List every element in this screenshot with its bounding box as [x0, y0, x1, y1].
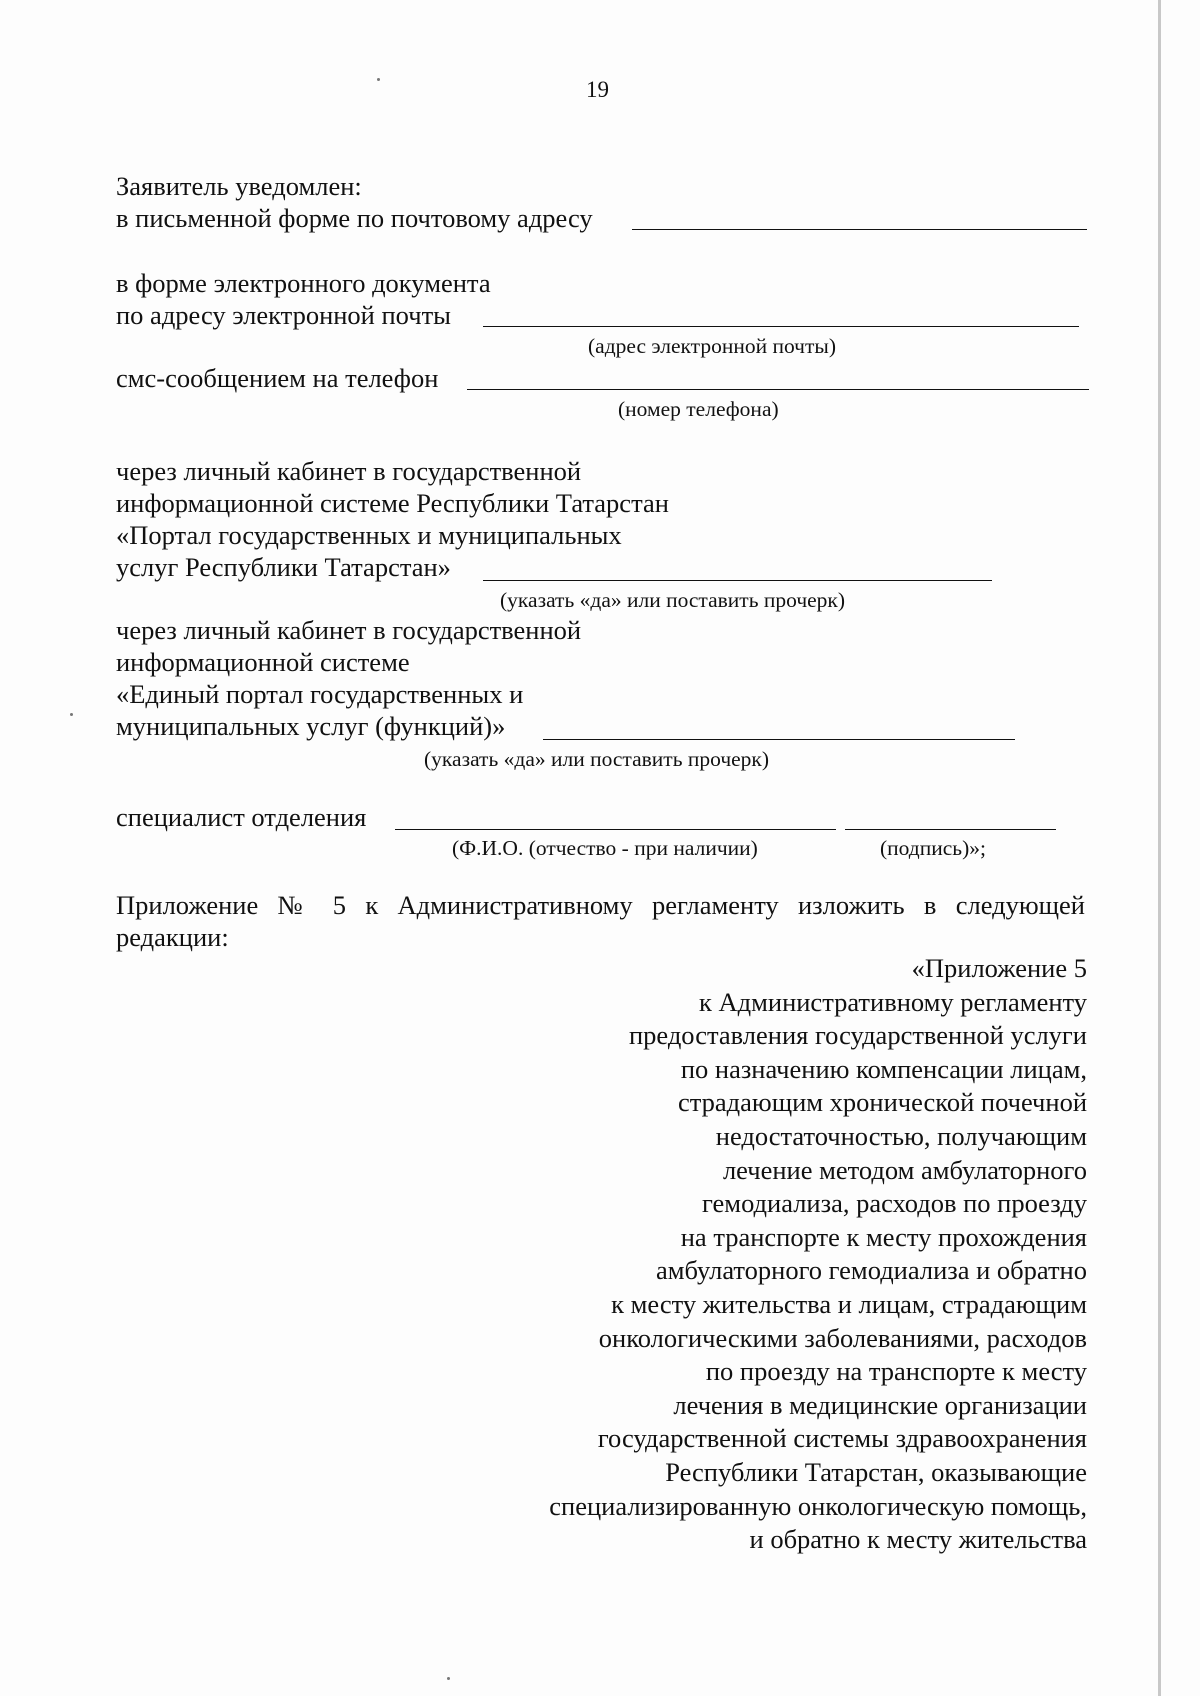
- scan-speck: [447, 1677, 450, 1680]
- appendix-line: к Административному регламенту: [699, 986, 1087, 1017]
- appendix-line: недостаточностью, получающим: [715, 1120, 1087, 1151]
- scan-speck: [377, 78, 380, 81]
- scan-edge: [1158, 0, 1161, 1696]
- appendix-line: страдающим хронической почечной: [677, 1087, 1087, 1118]
- appendix-line: по проезду на транспорте к месту: [705, 1356, 1087, 1387]
- amendment-paragraph: Приложение № 5 к Административному регламенту изложить в следующей редакции:: [116, 890, 1085, 952]
- specialist-fio-line[interactable]: [395, 829, 836, 830]
- scan-speck: [70, 713, 73, 716]
- appendix-line: и обратно к месту жительства: [749, 1524, 1087, 1555]
- appendix-header: [447, 952, 1087, 1557]
- email-label-line2: по адресу электронной почты: [116, 300, 451, 330]
- appendix-line: Республики Татарстан, оказывающие: [665, 1456, 1087, 1487]
- fio-caption: (Ф.И.О. (отчество - при наличии): [452, 836, 758, 860]
- page-number: 19: [586, 77, 609, 102]
- appendix-line: на транспорте к месту прохождения: [680, 1221, 1087, 1252]
- appendix-line: онкологическими заболеваниями, расходов: [598, 1322, 1087, 1353]
- appendix-line: «Приложение 5: [911, 953, 1087, 983]
- appendix-line: специализированную онкологическую помощь,: [549, 1490, 1087, 1521]
- notice-title: Заявитель уведомлен:: [116, 171, 362, 201]
- sms-label: смс-сообщением на телефон: [116, 363, 439, 393]
- epgu-line-3: «Единый портал государственных и: [116, 679, 524, 709]
- rt-portal-line-1: через личный кабинет в государственной: [116, 456, 582, 486]
- appendix-line: амбулаторного гемодиализа и обратно: [656, 1255, 1087, 1286]
- epgu-line-1: через личный кабинет в государственной: [116, 615, 582, 645]
- appendix-line: лечения в медицинские организации: [673, 1389, 1087, 1420]
- appendix-line: предоставления государственной услуги: [628, 1020, 1087, 1051]
- appendix-line: по назначению компенсации лицам,: [680, 1053, 1087, 1084]
- appendix-line: государственной системы здравоохранения: [597, 1423, 1087, 1454]
- phone-line[interactable]: [467, 389, 1089, 390]
- epgu-caption: (указать «да» или поставить прочерк): [424, 747, 770, 771]
- rt-portal-line-3: «Портал государственных и муниципальных: [116, 520, 622, 550]
- appendix-line: к месту жительства и лицам, страдающим: [611, 1288, 1087, 1319]
- epgu-line-2: информационной системе: [116, 647, 410, 677]
- rt-portal-answer-line[interactable]: [483, 580, 992, 581]
- rt-portal-line-2: информационной системе Республики Татарстан: [116, 488, 669, 518]
- specialist-signature-line[interactable]: [845, 829, 1056, 830]
- rt-portal-caption: (указать «да» или поставить прочерк): [500, 588, 846, 612]
- email-label-line1: в форме электронного документа: [116, 268, 491, 298]
- email-caption: (адрес электронной почты): [588, 334, 836, 358]
- appendix-line: гемодиализа, расходов по проезду: [702, 1188, 1087, 1219]
- epgu-answer-line[interactable]: [543, 739, 1015, 740]
- appendix-line: лечение методом амбулаторного: [722, 1154, 1087, 1185]
- specialist-label: специалист отделения: [116, 802, 367, 832]
- signature-caption: (подпись)»;: [880, 836, 986, 860]
- rt-portal-line-4: услуг Республики Татарстан»: [116, 552, 451, 582]
- epgu-line-4: муниципальных услуг (функций)»: [116, 711, 506, 741]
- postal-address-line[interactable]: [632, 229, 1087, 230]
- email-address-line[interactable]: [483, 326, 1079, 327]
- phone-caption: (номер телефона): [618, 397, 779, 421]
- postal-label: в письменной форме по почтовому адресу: [116, 203, 593, 233]
